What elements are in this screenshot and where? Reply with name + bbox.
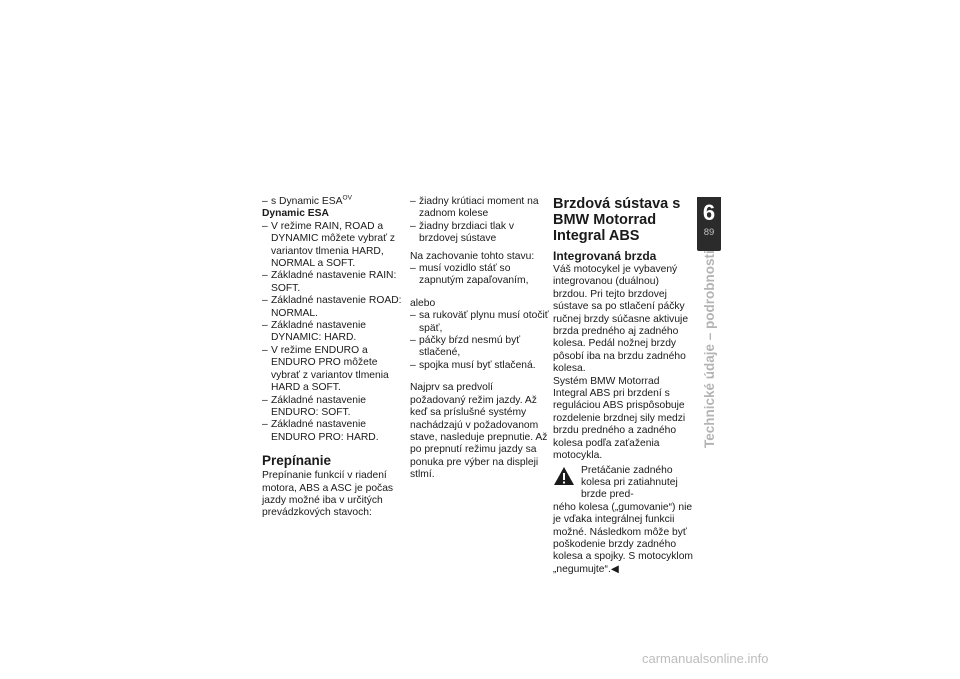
warning-text (553, 502, 693, 576)
warning-triangle-icon (553, 466, 575, 486)
list-item: – musí vozidlo stáť so zapnutým zapaľovaním, (410, 263, 550, 288)
chapter-number: 6 (702, 200, 716, 225)
list-item: – žiadny brzdiaci tlak v brzdovej sústave (410, 221, 550, 246)
warning-note (553, 465, 693, 577)
column-1 (262, 196, 402, 520)
closing-text: Najprv sa predvolí požadovaný režim jazdy. Až keď sa príslušné systémy nachádzajú v požadovanom stave, nasleduje prepnutie. Až po prepnutí režimu jazdy sa ponuka pre výber na displeji stlmí. (410, 382, 548, 481)
paragraph-2: Systém BMW Motorrad Integral ABS pri brzdení s reguláciou ABS prispôsobuje rozdelenie brzdnej sily medzi brzdu predného a zadného kolesa podľa zaťaženia motocykla. (553, 375, 686, 462)
list-item: – Základné nastavenie DYNAMIC: HARD. (262, 320, 402, 345)
list-item: – spojka musí byť stlačená. (410, 360, 550, 372)
watermark: carmanualsonline.info (642, 651, 769, 666)
intro-sup: OV (342, 194, 352, 202)
paragraph-1: Váš motocykel je vybavený integrovanou (duálnou) brzdou. Pri tejto brzdovej sústave sa po stlačení páčky ručnej brzdy súčasne aktivuje brzda predného aj zadného kolesa. Pedál nožnej brzdy pôsobí iba na brzdu zadného kolesa. (553, 264, 689, 375)
page-number: 89 (703, 227, 715, 238)
list-item: – Základné nastavenie RAIN: SOFT. (262, 270, 402, 295)
list-item: – žiadny krútiaci moment na zadnom kolese (410, 196, 550, 221)
warning-rest: ného kolesa („gumovanie“) nie je vďaka integrálnej funkcii možné. Následkom môže byť poškodenie brzdy zadného kolesa a spojky. S motocyklom „negumujte“. (553, 501, 694, 575)
list-item: – V režime RAIN, ROAD a DYNAMIC môžete vybrať z variantov tlmenia HARD, NORMAL a SOFT. (262, 221, 402, 271)
intro-item (262, 196, 402, 208)
spacer (410, 288, 550, 298)
integrated-brake-heading: Integrovaná brzda (553, 249, 657, 263)
intro-text: s Dynamic ESA (271, 196, 343, 207)
list-item: – Základné nastavenie ENDURO: SOFT. (262, 395, 402, 420)
brake-system-title: Brzdová sústava s BMW Motorrad Integral ABS (553, 196, 681, 244)
section-text: Prepínanie funkcií v riadení motora, ABS a ASC je počas jazdy možné iba v určitých prevádzkových stavoch: (262, 470, 394, 519)
column-3 (553, 196, 693, 576)
chapter-title: Technické údaje – podrobnosti (702, 250, 717, 448)
list-item: – Základné nastavenie ROAD: NORMAL. (262, 295, 402, 320)
column-2 (410, 196, 550, 482)
list-item: – sa rukoväť plynu musí otočiť späť, (410, 310, 550, 335)
condition-intro: Na zachovanie tohto stavu: (410, 250, 535, 262)
dynamic-esa-heading: Dynamic ESA (262, 208, 329, 220)
list-item: – Základné nastavenie ENDURO PRO: HARD. (262, 419, 402, 444)
or-label: alebo (410, 297, 436, 309)
end-mark: ◀ (610, 563, 619, 575)
section-heading-prepinanie: Prepínanie (262, 453, 332, 469)
list-item: – V režime ENDURO a ENDURO PRO môžete vybrať z variantov tlmenia HARD a SOFT. (262, 345, 402, 395)
list-item: – páčky bŕzd nesmú byť stlačené, (410, 335, 550, 360)
spacer (410, 372, 550, 382)
warning-lead: Pretáčanie zadného kolesa pri zatiahnutej brzde pred- (581, 464, 678, 501)
